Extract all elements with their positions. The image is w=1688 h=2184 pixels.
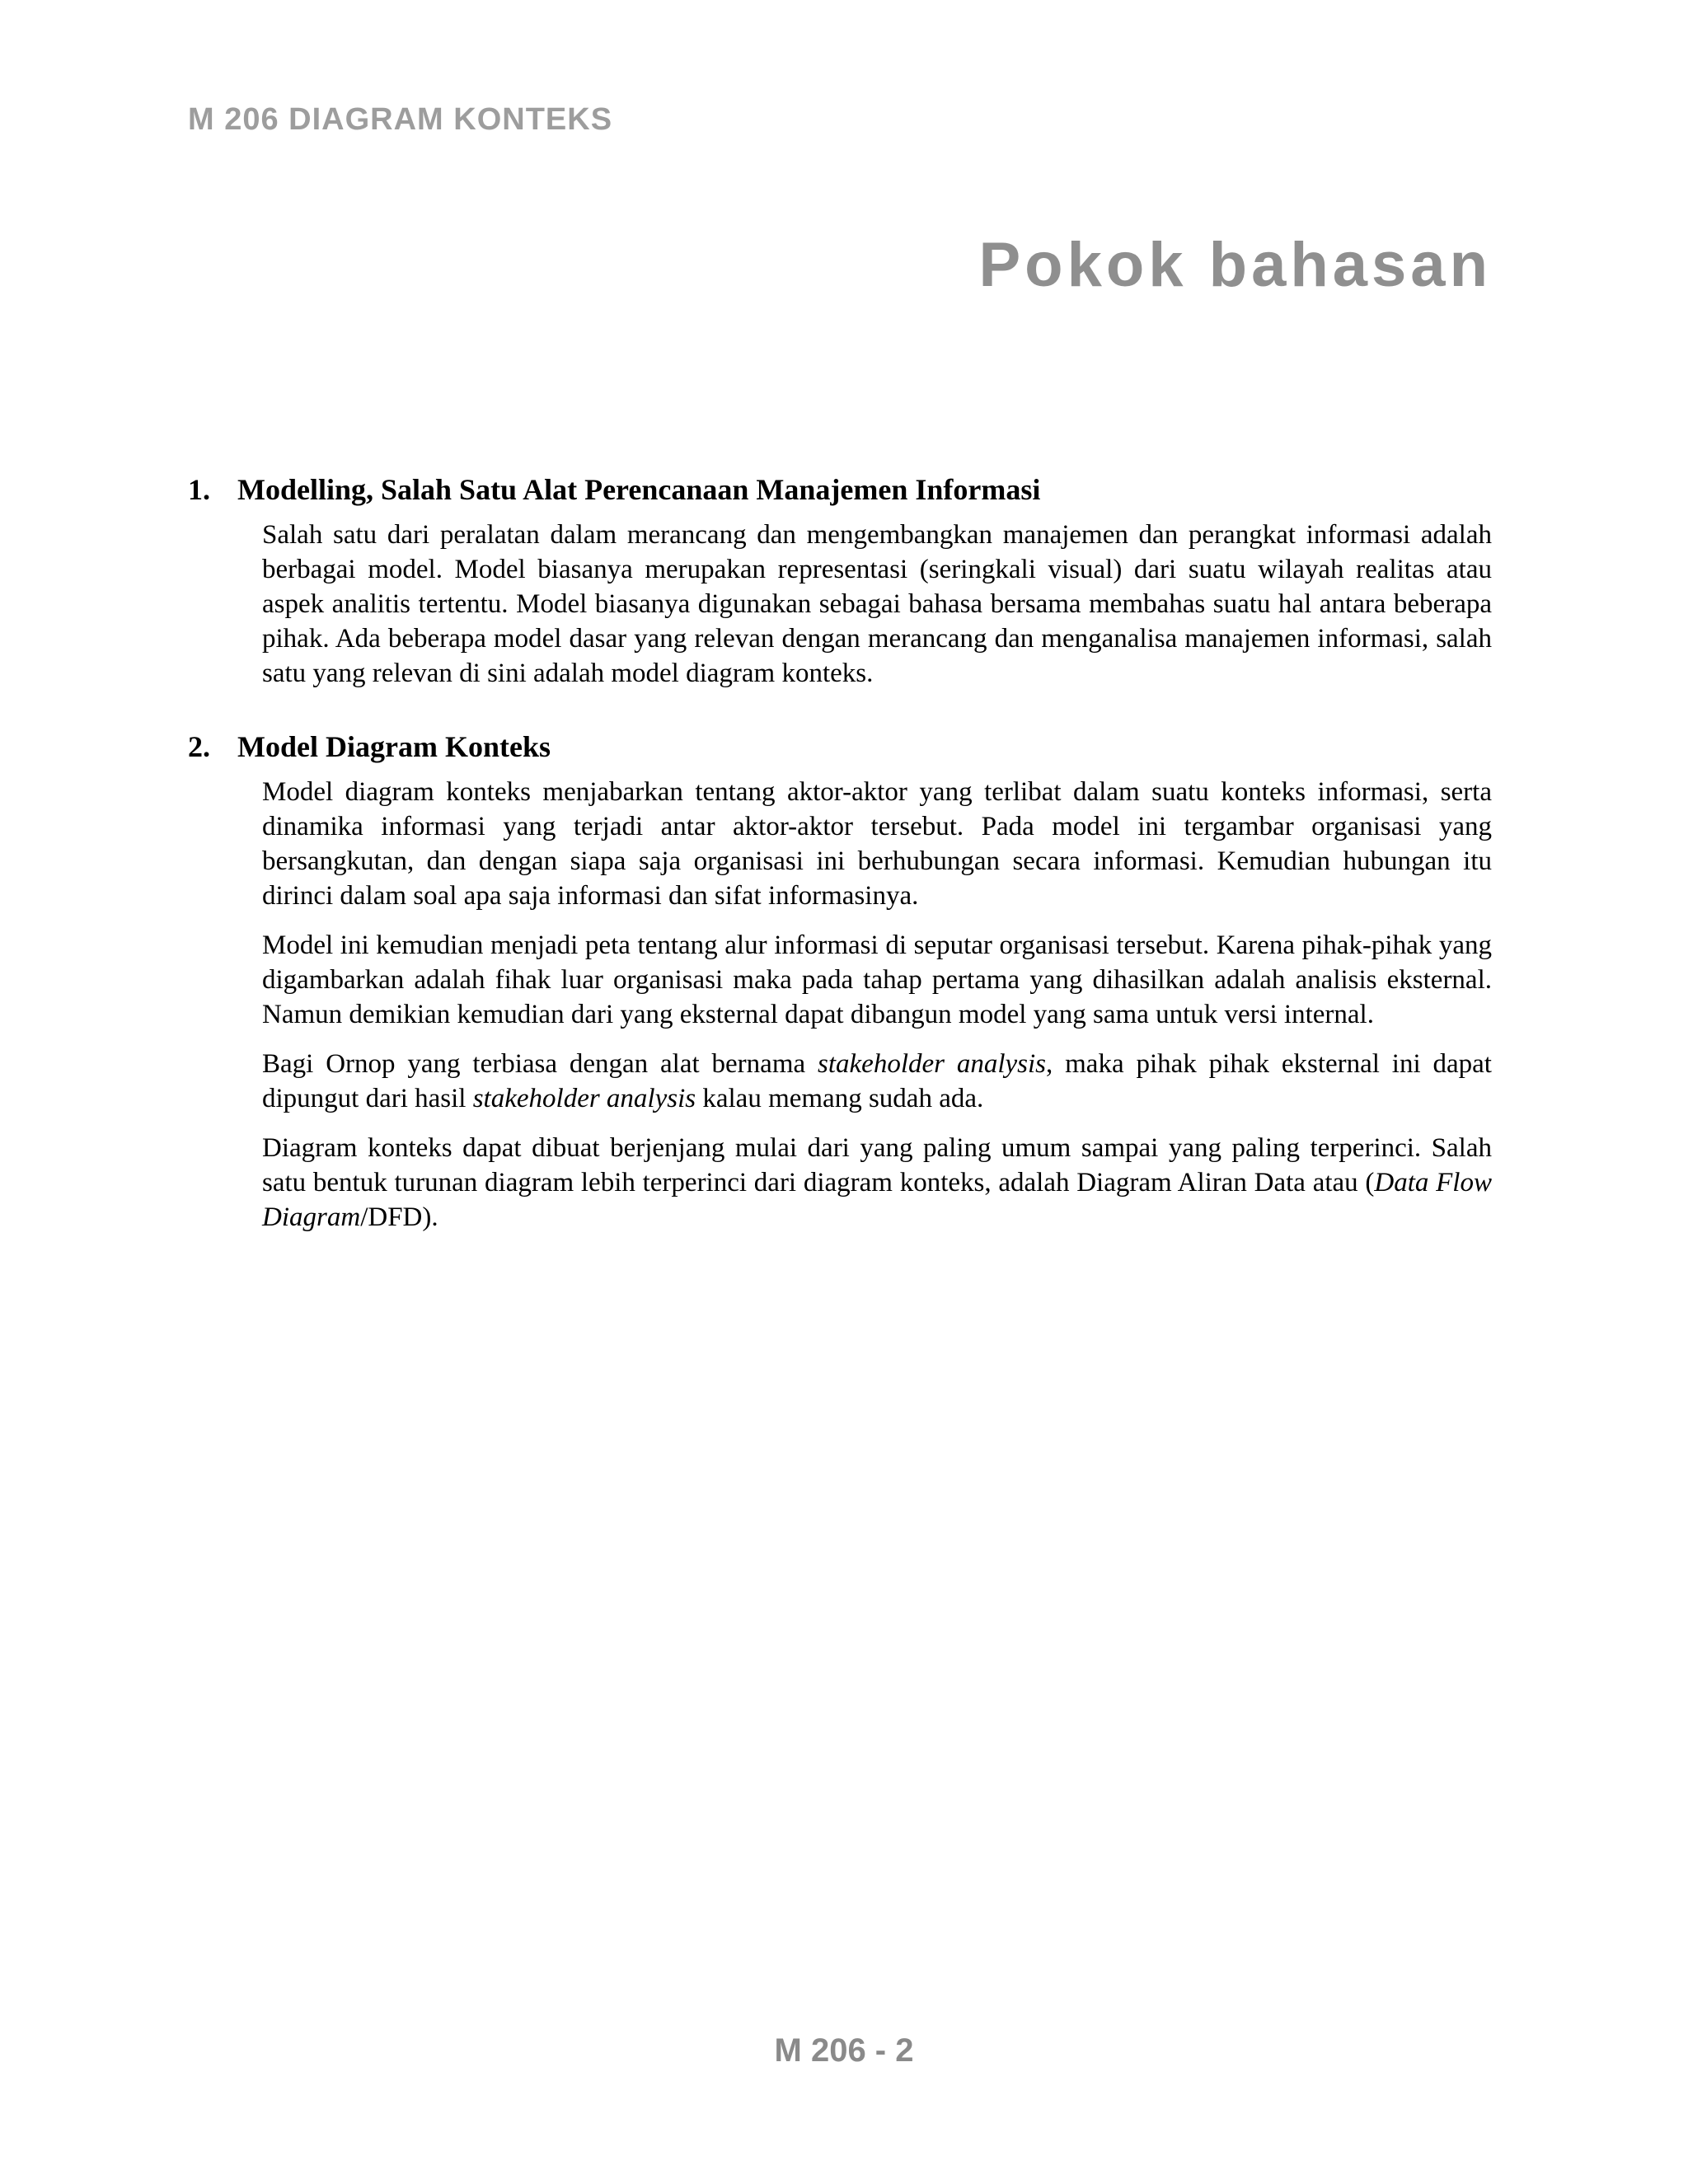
italic-term: Data Flow Diagram [262, 1168, 1492, 1232]
page-title: Pokok bahasan [978, 230, 1492, 300]
section-number: 2. [188, 730, 210, 763]
paragraph: Model diagram konteks menjabarkan tentang aktor-aktor yang terlibat dalam suatu konteks informasi, serta dinamika informasi yang terjadi antar aktor-aktor tersebut. Pada model ini tergambar organisasi yang bersangkutan, dan dengan siapa saja organisasi ini berhubungan secara informasi. Kemudian hubungan itu dirinci dalam soal apa saja informasi dan sifat informasinya. [262, 777, 1492, 911]
section-heading-text: Model Diagram Konteks [237, 730, 551, 763]
section-body [262, 518, 1492, 691]
section-body [262, 775, 1492, 1235]
page-number: M 206 - 2 [774, 2032, 914, 2069]
italic-term: stakeholder analysis [472, 1084, 696, 1113]
section-model-diagram-konteks [188, 729, 1492, 1235]
italic-term: stakeholder analysis [818, 1049, 1047, 1079]
section-modelling [188, 471, 1492, 691]
section-heading [188, 729, 1492, 765]
section-number: 1. [188, 473, 210, 506]
paragraph: Diagram konteks dapat dibuat berjenjang mulai dari yang paling umum sampai yang paling terperinci. Salah satu bentuk turunan diagram lebih terperinci dari diagram konteks, adalah Diagram Aliran Data atau (Data Flow Diagram/DFD). [262, 1133, 1492, 1232]
paragraph: Bagi Ornop yang terbiasa dengan alat bernama stakeholder analysis, maka pihak pihak eksternal ini dapat dipungut dari hasil stakeholder analysis kalau memang sudah ada. [262, 1049, 1492, 1113]
document-body [188, 471, 1492, 1272]
paragraph: Model ini kemudian menjadi peta tentang alur informasi di seputar organisasi tersebut. Karena pihak-pihak yang digambarkan adalah fihak luar organisasi maka pada tahap pertama yang dihasilkan adalah analisis eksternal. Namun demikian kemudian dari yang eksternal dapat dibangun model yang sama untuk versi internal. [262, 930, 1492, 1029]
paragraph: Salah satu dari peralatan dalam merancang dan mengembangkan manajemen dan perangkat informasi adalah berbagai model. Model biasanya merupakan representasi (seringkali visual) dari suatu wilayah realitas atau aspek analitis tertentu. Model biasanya digunakan sebagai bahasa bersama membahas suatu hal antara beberapa pihak. Ada beberapa model dasar yang relevan dengan merancang dan menganalisa manajemen informasi, salah satu yang relevan di sini adalah model diagram konteks. [262, 520, 1492, 688]
section-heading [188, 471, 1492, 508]
section-heading-text: Modelling, Salah Satu Alat Perencanaan Manajemen Informasi [237, 473, 1041, 506]
running-header: M 206 DIAGRAM KONTEKS [188, 102, 613, 137]
